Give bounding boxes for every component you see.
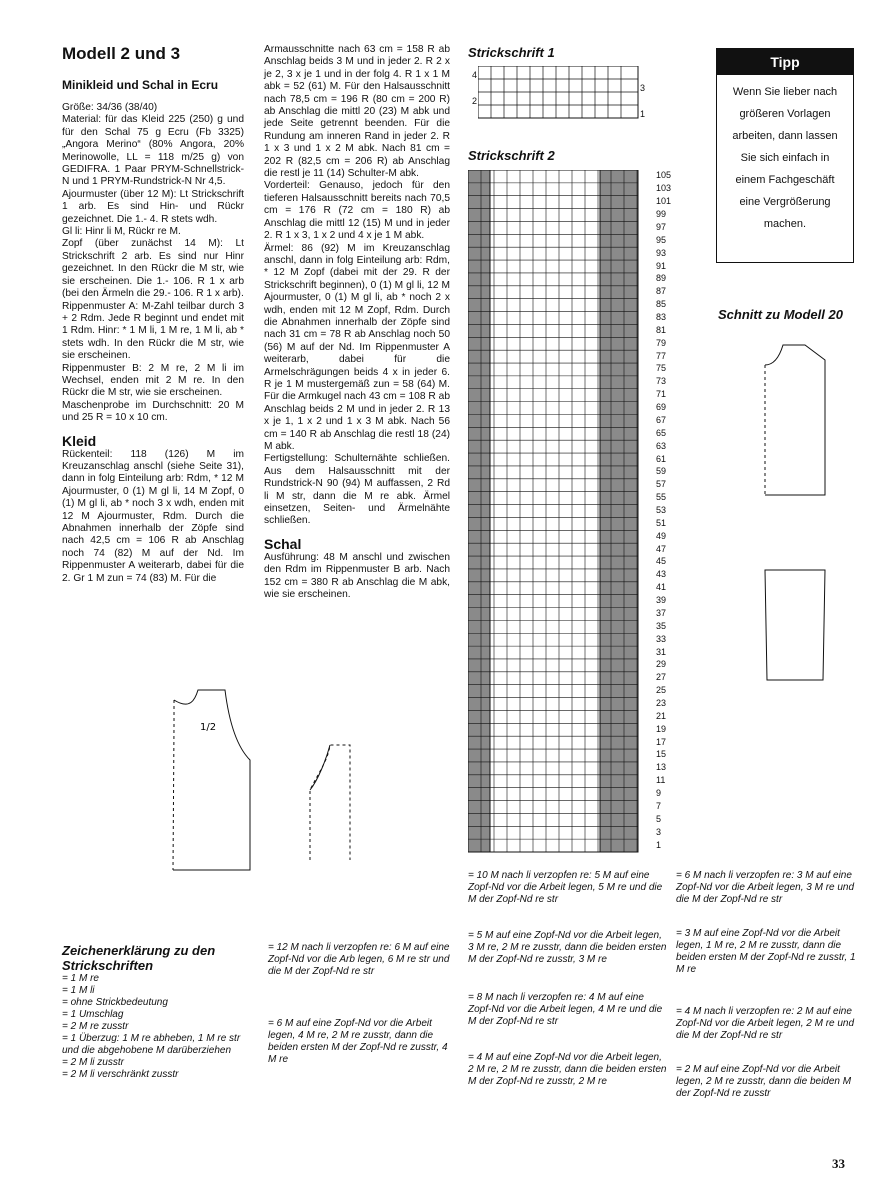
chart2-row-label: 19 xyxy=(656,723,667,734)
chart1-grid xyxy=(478,66,678,122)
rippen-a-paragraph: Rippenmuster A: M-Zahl teilbar durch 3 + 2 Rdm. Jede R beginnt und endet mit 1 Rdm. Hinr: * 1 M li, 1 M re, 1 M li, ab * stets wdh. In den Rückr die M str, wie sie erscheinen. xyxy=(62,300,244,362)
cable-4-dec: = 2 M auf eine Zopf-Nd vor die Arbeit legen, 2 M re zusstr, dann die beiden M der Zopf-Nd re zusstr xyxy=(676,1064,852,1099)
kleid-heading: Kleid xyxy=(62,432,97,449)
legend-item-6: = 1 Überzug: 1 M re abheben, 1 M re str und die abgehobene M darüberziehen xyxy=(62,1033,241,1056)
chart2-row-label: 15 xyxy=(656,749,667,760)
tipp-title: Tipp xyxy=(717,49,853,75)
chart2-row-label: 101 xyxy=(656,196,672,207)
chart2-row-label: 11 xyxy=(656,775,666,786)
chart2-row-label: 69 xyxy=(656,402,667,413)
chart2-row-label: 81 xyxy=(656,324,667,335)
chart2-row-label: 89 xyxy=(656,273,667,284)
legend-item-1: = 1 M re xyxy=(62,973,99,984)
chart2-row-label: 99 xyxy=(656,209,667,220)
chart2-row-label: 61 xyxy=(656,453,667,464)
cable-6-dec: = 3 M auf eine Zopf-Nd vor die Arbeit legen, 1 M re, 2 M re zusstr, dann die beiden ersten M der Zopf-Nd re zusstr, 1 M re xyxy=(676,928,856,975)
chart2-row-label: 57 xyxy=(656,479,667,490)
armhole-paragraph: Armausschnitte nach 63 cm = 158 R ab Anschlag beids 3 M und in jeder 2. R 2 x je 2, 3 x je 1 und in der folg 4. R 1 x 1 M abk = 52 (61) M. Für den Halsausschnitt nach 78,5 cm = 196 R (80 cm = 200 R) ab Anschlag die mittl 20 (23) M abk und jede Seite getrennt beenden. Für die Rundung am inneren Rand in jeder 2. R 1 x 3 und 1 x 2 M abk. Nach 81 cm = 202 R (82,5 cm = 206 R) ab Anschlag die restl je 11 (14) Schulter-M abk. xyxy=(264,44,450,180)
chart2-row-label: 95 xyxy=(656,234,667,245)
size-paragraph: Größe: 34/36 (38/40) xyxy=(62,102,158,113)
chart2-row-label: 71 xyxy=(656,389,667,400)
gl-li-paragraph: Gl li: Hinr li M, Rückr re M. xyxy=(62,226,181,238)
chart2-row-label: 83 xyxy=(656,311,667,322)
schal-heading: Schal xyxy=(264,535,302,552)
cable-12-dec: = 6 M auf eine Zopf-Nd vor die Arbeit legen, 4 M re, 2 M re zusstr, dann die beiden ersten M der Zopf-Nd re zusstr, 4 M re xyxy=(268,1018,448,1065)
chart2-row-label: 45 xyxy=(656,556,667,567)
tipp-text: Wenn Sie lieber nach größeren Vorlagen arbeiten, dann lassen Sie sich einfach in einem Fachgeschäft eine Vergrößerung machen. xyxy=(732,86,838,230)
chart1-row2: 2 xyxy=(472,96,478,106)
chart2-row-label: 37 xyxy=(656,607,667,618)
sleeve-paragraph: Ärmel: 86 (92) M im Kreuzanschlag anschl, dann in folg Einteilung arb: Rdm, * 12 M Zopf (dabei mit der 29. R der Strickschrift beginnen), 0 (1) M gl li, 12 M Ajourmuster, 0 (1) M gl li, ab * noch 2 x wdh, enden mit 12 M Zopf, Rdm. Durch die Abnahmen innerhalb der Zöpfe sind nach 31 cm = 78 R ab Anschlag noch 50 (56) M auf der Nd. Im Rippenmuster A weiterarb, dabei für die Armelschrägungen beids 4 x in jeder 6. R je 1 M mustergemäß zun = 58 (64) M. Für die Armkugel nach 43 cm = 108 R ab Anschlag beids 2 M und in jeder 2. R 13 x je 1, 1 x 2 und 1 x 3 M abk. Nach 56 cm = 140 R ab Anschlag die restl 18 (24) M abk. xyxy=(264,242,450,452)
dress-label: 1/2 xyxy=(200,722,217,733)
cable-4-left: = 4 M nach li verzopfen re: 2 M auf eine Zopf-Nd vor die Arbeit legen, 2 M re und die M der Zopf-Nd re str xyxy=(676,1006,855,1041)
legend-item-7: = 2 M li zusstr xyxy=(62,1057,124,1068)
schnitt-title: Schnitt zu Modell 20 xyxy=(718,307,843,322)
legend-item-2: = 1 M li xyxy=(62,985,95,996)
chart2-row-label: 33 xyxy=(656,633,667,644)
chart2-row-label: 87 xyxy=(656,286,667,297)
zopf-paragraph: Zopf (über zunächst 14 M): Lt Strickschrift 2 arb. Es sind nur Hinr gezeichnet. In den Rückr die M str, wie sie erscheinen. Die 1.- 106. R 1 x arb (bei den Ärmeln die 29.- 106. R 1 x arb). xyxy=(62,238,244,300)
legend-item-8: = 2 M li verschränkt zusstr xyxy=(62,1069,179,1080)
cable-6-left: = 6 M nach li verzopfen re: 3 M auf eine Zopf-Nd vor die Arbeit legen, 3 M re und die M der Zopf-Nd re str xyxy=(676,870,855,905)
chart2-grid xyxy=(468,170,658,860)
chart2-row-label: 3 xyxy=(656,826,662,837)
chart1-row4: 4 xyxy=(472,70,478,80)
chart2-row-label: 53 xyxy=(656,505,667,515)
page-subtitle: Minikleid und Schal in Ecru xyxy=(62,78,219,92)
page-title: Modell 2 und 3 xyxy=(62,44,181,63)
chart1-title: Strickschrift 1 xyxy=(468,45,555,60)
chart2-row-label: 51 xyxy=(656,517,667,528)
chart2-row-label: 105 xyxy=(656,170,672,181)
finishing-paragraph: Fertigstellung: Schulternähte schließen. Aus dem Halsausschnitt mit der Rundstrick-N 90 (94) M auffassen, 2 Rd li M str, dann die M re abk. Ärmel einsetzen, Seiten- und Ärmelnähte schließen. xyxy=(264,453,450,527)
front-paragraph: Vorderteil: Genauso, jedoch für den tieferen Halsausschnitt bereits nach 70,5 cm = 176 R (72 cm = 180 R) ab Anschlag die mittl 12 (15) M und in jeder 2. R 1 x 3, 1 x 2 und 4 x je 1 M abk. xyxy=(264,180,450,242)
chart1-row1: 1 xyxy=(640,109,646,119)
chart2-row-label: 23 xyxy=(656,698,667,709)
material-paragraph: Material: für das Kleid 225 (250) g und für den Schal 75 g Ecru (Fb 3325) „Angora Merino“ (80% Angora, 20% Merinowolle, LL = 118 m/25 g) von GEDIFRA. 1 Paar PRYM-Schnellstrick-N und 1 PRYM-Rundstrick-N Nr 4,5. xyxy=(62,114,244,188)
chart2-row-label: 39 xyxy=(656,595,667,606)
tipp-box xyxy=(716,48,854,263)
chart2-row-label: 73 xyxy=(656,376,667,387)
chart2-row-label: 7 xyxy=(656,800,662,811)
sleeve-schematic xyxy=(290,730,400,900)
back-paragraph: Rückenteil: 118 (126) M im Kreuzanschlag anschl (siehe Seite 31), dann in folg Einteilung arb: Rdm, * 12 M Ajourmuster, 0 (1) M gl li, 14 M Zopf, 0 (1) M gl li, ab * noch 3 x wdh, enden mit 12 M Ajourmuster, Rdm. Durch die Abnahmen innerhalb der Zöpfe sind nach 42,5 cm = 106 R ab Anschlag noch 74 (82) M auf der Nd. Im Rippenmuster A weiterarb, dabei für die 2. Gr 1 M zun = 74 (83) M. Für die xyxy=(62,448,244,584)
legend-title: Zeichenerklärung zu den Strickschriften xyxy=(62,943,216,973)
middle-column xyxy=(264,44,450,601)
legend-item-5: = 2 M re zusstr xyxy=(62,1021,129,1032)
cable-8-left: = 8 M nach li verzopfen re: 4 M auf eine Zopf-Nd vor die Arbeit legen, 4 M re und die M der Zopf-Nd re str xyxy=(468,992,663,1027)
chart2-row-label: 79 xyxy=(656,337,667,348)
chart2-row-label: 75 xyxy=(656,363,667,374)
chart2-row-label: 35 xyxy=(656,620,667,631)
rippen-b-paragraph: Rippenmuster B: 2 M re, 2 M li im Wechsel, enden mit 2 M re. In den Rückr die M str, wie sie erscheinen. xyxy=(62,362,244,399)
chart2-row-label: 91 xyxy=(656,260,667,271)
chart1-row3: 3 xyxy=(640,83,646,93)
chart2-row-label: 47 xyxy=(656,543,667,554)
chart2-row-label: 103 xyxy=(656,183,672,194)
left-column xyxy=(62,44,244,585)
ajour-paragraph: Ajourmuster (über 12 M): Lt Strickschrift 1 arb. Es sind Hin- und Rückr gezeichnet. Die 1.- 4. R stets wdh. xyxy=(62,188,244,225)
right-schematics xyxy=(735,330,875,730)
chart2-title: Strickschrift 2 xyxy=(468,148,555,163)
chart2-row-label: 27 xyxy=(656,672,667,683)
page-number: 33 xyxy=(832,1156,845,1171)
chart2-row-label: 13 xyxy=(656,762,667,773)
chart2-row-label: 67 xyxy=(656,414,667,425)
chart2-row-label: 31 xyxy=(656,646,667,657)
chart2-row-label: 85 xyxy=(656,299,667,310)
scarf-paragraph: Ausführung: 48 M anschl und zwischen den Rdm im Rippenmuster B arb. Nach 152 cm = 380 R ab Anschlag die M abk, wie sie erscheinen. xyxy=(264,551,450,601)
chart2-row-label: 25 xyxy=(656,685,667,696)
chart2-row-label: 17 xyxy=(656,736,667,747)
chart2-row-label: 97 xyxy=(656,221,667,232)
chart2-row-label: 93 xyxy=(656,247,667,258)
chart2-row-label: 1 xyxy=(656,839,662,850)
cable-8-dec: = 4 M auf eine Zopf-Nd vor die Arbeit legen, 2 M re, 2 M re zusstr, dann die beiden ersten M der Zopf-Nd re zusstr, 2 M re xyxy=(468,1052,667,1087)
legend-area xyxy=(62,943,252,1081)
cable-10-dec: = 5 M auf eine Zopf-Nd vor die Arbeit legen, 3 M re, 2 M re zusstr, dann die beiden ersten M der Zopf-Nd re zusstr, 3 M re xyxy=(468,930,667,965)
chart2-row-label: 9 xyxy=(656,788,662,799)
chart2-row-label: 55 xyxy=(656,492,667,503)
gauge-paragraph: Maschenprobe im Durchschnitt: 20 M und 25 R = 10 x 10 cm. xyxy=(62,399,244,424)
chart2-row-label: 77 xyxy=(656,350,667,361)
chart2-row-label: 21 xyxy=(656,710,667,721)
legend-item-3: = ohne Strickbedeutung xyxy=(62,997,168,1008)
legend-item-4: = 1 Umschlag xyxy=(62,1009,124,1020)
chart2-row-label: 65 xyxy=(656,427,667,438)
chart2-row-label: 41 xyxy=(656,582,667,593)
chart2-row-label: 43 xyxy=(656,569,667,580)
chart2-row-label: 63 xyxy=(656,440,667,451)
chart2-row-label: 29 xyxy=(656,659,667,670)
chart2-row-label: 49 xyxy=(656,530,667,541)
chart2-row-label: 5 xyxy=(656,813,662,824)
cable-10-left: = 10 M nach li verzopfen re: 5 M auf eine Zopf-Nd vor die Arbeit legen, 5 M re und die M der Zopf-Nd re str xyxy=(468,870,663,905)
cable-12-left: = 12 M nach li verzopfen re: 6 M auf eine Zopf-Nd vor die Arb legen, 6 M re str und die M der Zopf-Nd re str xyxy=(268,942,450,977)
chart2-row-label: 59 xyxy=(656,466,667,477)
